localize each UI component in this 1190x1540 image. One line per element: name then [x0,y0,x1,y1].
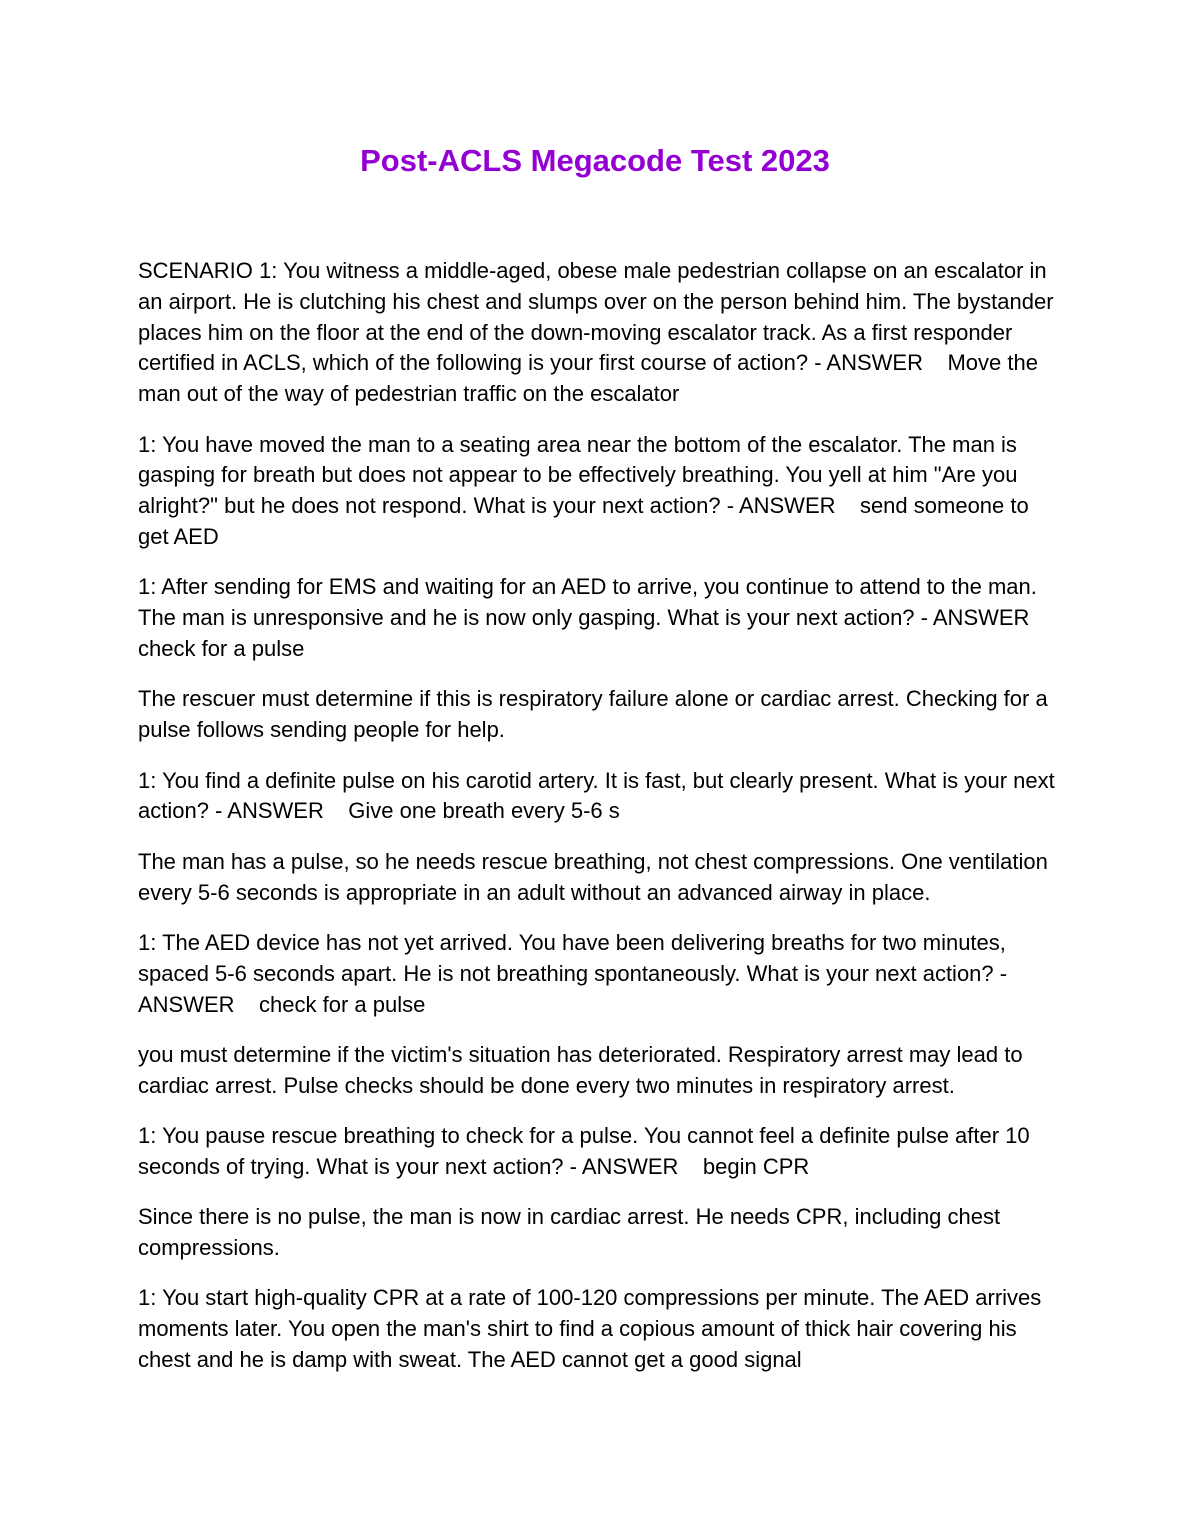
document-body [138,256,1061,1395]
explanation-deterioration: you must determine if the victim's situation has deteriorated. Respiratory arrest may lead to cardiac arrest. Pulse checks should be done every two minutes in respiratory arrest. [138,1041,1029,1098]
question-definite-pulse: 1: You find a definite pulse on his carotid artery. It is fast, but clearly present. What is your next action? - ANSWER Give one breath every 5-6 s [138,767,1061,824]
question-aed-not-arrived: 1: The AED device has not yet arrived. You have been delivering breaths for two minutes, spaced 5-6 seconds apart. He is not breathing spontaneously. What is your next action? - ANSWER check for a pulse [138,929,1013,1017]
question-aed-signal: 1: You start high-quality CPR at a rate of 100-120 compressions per minute. The AED arrives moments later. You open the man's shirt to find a copious amount of thick hair covering his chest and he is damp with sweat. The AED cannot get a good signal [138,1285,1048,1373]
question-awaiting-aed: 1: After sending for EMS and waiting for an AED to arrive, you continue to attend to the man. The man is unresponsive and he is now only gasping. What is your next action? - ANSWER check for a pulse [138,574,1054,661]
document-title: Post-ACLS Megacode Test 2023 [360,143,830,178]
explanation-pulse-check: The rescuer must determine if this is respiratory failure alone or cardiac arrest. Checking for a pulse follows sending people for help. [138,686,1054,743]
explanation-cardiac-arrest: Since there is no pulse, the man is now in cardiac arrest. He needs CPR, including chest compressions. [138,1204,1007,1261]
explanation-rescue-breathing: The man has a pulse, so he needs rescue breathing, not chest compressions. One ventilation every 5-6 seconds is appropriate in an adult without an advanced airway in place. [138,848,1054,905]
question-no-pulse: 1: You pause rescue breathing to check for a pulse. You cannot feel a definite pulse after 10 seconds of trying. What is your next action? - ANSWER begin CPR [138,1123,1036,1179]
question-scenario-1-collapse: SCENARIO 1: You witness a middle-aged, obese male pedestrian collapse on an escalator in an airport. He is clutching his chest and slumps over on the person behind him. The bystander places him on the floor at the end of the down-moving escalator track. As a first responder certified in ACLS, which of the following is your first course of action? - ANSWER Move the man out of the way of pedestrian traffic on the escalator [138,258,1060,407]
question-unresponsive-gasping: 1: You have moved the man to a seating area near the bottom of the escalator. The man is gasping for breath but does not appear to be effectively breathing. You yell at him "Are you alright?" but he does not respond. What is your next action? - ANSWER send someone to get AED [138,431,1035,549]
